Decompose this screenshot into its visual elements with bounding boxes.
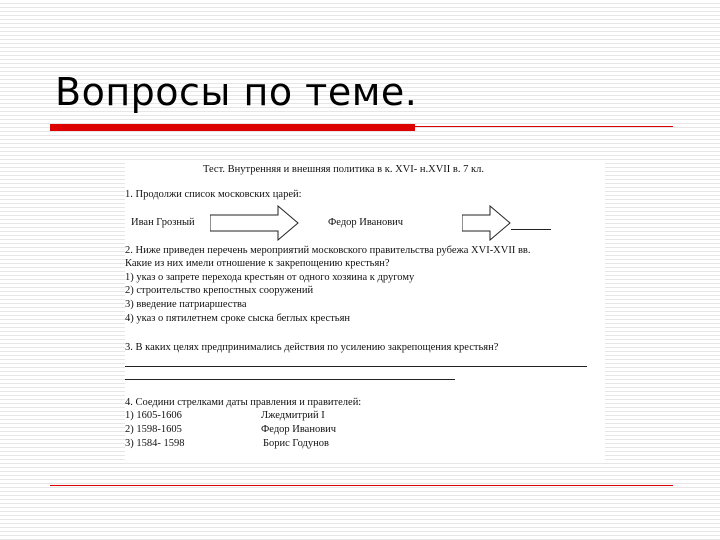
question-4-prompt: 4. Соедини стрелками даты правления и правителей:	[125, 397, 362, 408]
ruler-item: Лжедмитрий I	[261, 410, 325, 421]
date-item: 3) 1584- 1598	[125, 438, 185, 449]
question-2-option: 4) указ о пятилетнем сроке сыска беглых крестьян	[125, 313, 351, 324]
right-arrow-icon	[462, 205, 516, 241]
answer-line	[125, 366, 587, 367]
ruler-item: Федор Иванович	[261, 424, 337, 435]
question-2-prompt-line1: 2. Ниже приведен перечень мероприятий московского правительства рубежа XVI-XVII вв.	[125, 245, 531, 256]
right-arrow-icon	[210, 205, 300, 241]
date-item: 2) 1598-1605	[125, 424, 182, 435]
question-2-option: 3) введение патриаршества	[125, 299, 247, 310]
answer-line	[125, 379, 455, 380]
question-2-option: 2) строительство крепостных сооружений	[125, 285, 314, 296]
ruler-item: Борис Годунов	[263, 438, 329, 449]
czar-name-ivan: Иван Грозный	[131, 217, 195, 228]
title-divider-line	[415, 126, 673, 127]
question-2-option: 1) указ о запрете перехода крестьян от одного хозяина к другому	[125, 272, 415, 283]
title-red-bar	[50, 124, 415, 131]
test-document	[125, 160, 605, 460]
czar-answer-blank	[511, 229, 551, 230]
document-heading: Тест. Внутренняя и внешняя политика в к. XVI- н.XVII в. 7 кл.	[203, 164, 484, 175]
question-2-prompt-line2: Какие из них имели отношение к закрепощению крестьян?	[125, 258, 390, 269]
slide-title: Вопросы по теме.	[55, 70, 418, 114]
question-1-prompt: 1. Продолжи список московских царей:	[125, 189, 302, 200]
question-3-prompt: 3. В каких целях предпринимались действия по усилению закрепощения крестьян?	[125, 342, 499, 353]
date-item: 1) 1605-1606	[125, 410, 182, 421]
czar-name-fedor: Федор Иванович	[328, 217, 404, 228]
bottom-divider-line	[50, 485, 673, 486]
